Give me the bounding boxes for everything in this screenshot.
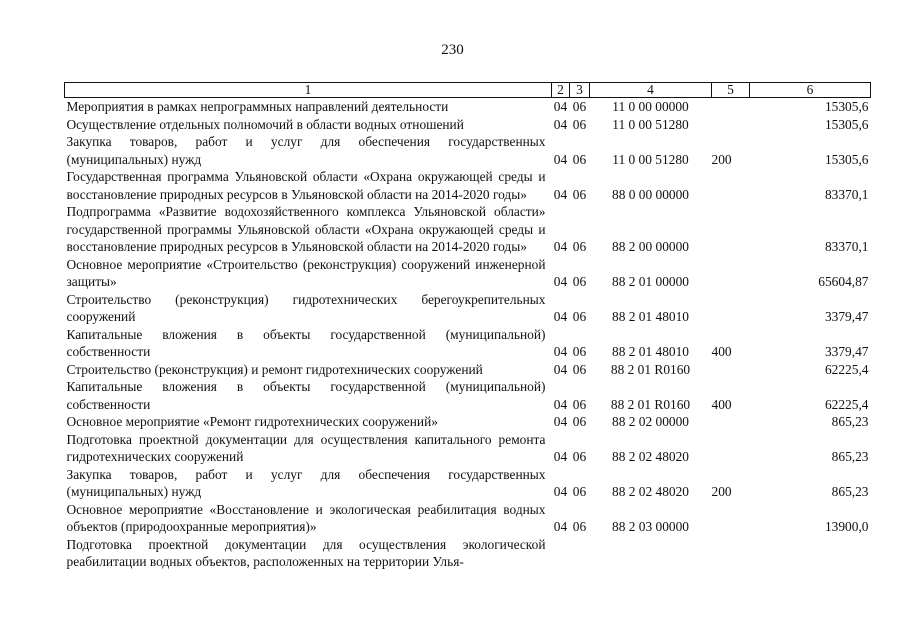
table-row — [65, 536, 871, 571]
row-name: Подготовка проектной документации для осуществления капитального ремонта гидротехнических сооружений — [66, 431, 546, 464]
table-row — [65, 116, 871, 134]
row-target-article: 88 2 00 00000 — [612, 239, 689, 254]
row-section-code: 04 — [553, 186, 568, 202]
row-amount: 865,23 — [831, 449, 869, 464]
row-amount: 83370,1 — [824, 186, 869, 202]
row-section-code: 04 — [553, 449, 568, 464]
row-section-code: 04 — [553, 309, 568, 324]
row-expense-type — [712, 536, 750, 571]
row-subsection-code: 06 — [572, 116, 587, 132]
row-amount: 62225,4 — [824, 361, 869, 377]
column-header-target-article: 4 — [590, 83, 712, 98]
row-section-code: 04 — [553, 116, 568, 132]
table-row — [65, 466, 871, 501]
row-expense-type — [712, 501, 750, 536]
row-amount: 83370,1 — [824, 239, 869, 254]
row-target-article: 88 2 02 48020 — [612, 484, 689, 499]
row-subsection-code: 06 — [572, 361, 587, 377]
row-target-article: 88 2 02 00000 — [612, 414, 689, 429]
row-subsection-code: 06 — [572, 484, 587, 499]
row-expense-type — [712, 361, 750, 379]
table-row — [65, 326, 871, 361]
row-name: Мероприятия в рамках непрограммных направлений деятельности — [66, 99, 449, 114]
row-name: Строительство (реконструкция) гидротехнических берегоукрепительных сооружений — [66, 291, 546, 324]
row-name: Основное мероприятие «Строительство (реконструкция) сооружений инженерной защиты» — [66, 256, 546, 289]
row-amount: 15305,6 — [824, 99, 869, 114]
row-target-article: 88 2 03 00000 — [612, 519, 689, 534]
row-section-code: 04 — [553, 396, 568, 412]
row-subsection-code: 06 — [572, 99, 587, 114]
row-subsection-code: 06 — [572, 449, 587, 464]
table-header-row — [65, 83, 871, 98]
row-section-code: 04 — [553, 414, 568, 429]
table-row — [65, 291, 871, 326]
row-amount: 62225,4 — [824, 396, 869, 412]
row-name: Подпрограмма «Развитие водохозяйственного комплекса Ульяновской области» государственной программы Ульяновской области «Охрана окружающей среды и восстановление природных ресурсов в Ульяновской области на 2014-2020 годы» — [66, 204, 546, 254]
row-expense-type — [712, 168, 750, 203]
row-section-code — [552, 536, 570, 571]
row-target-article: 88 2 01 48010 — [612, 309, 689, 324]
row-name: Закупка товаров, работ и услуг для обеспечения государственных (муниципальных) нужд — [66, 466, 546, 499]
row-expense-type — [712, 116, 750, 134]
row-target-article: 88 0 00 00000 — [612, 186, 689, 202]
row-expense-type: 400 — [711, 396, 732, 412]
row-amount: 865,23 — [831, 414, 869, 429]
row-subsection-code: 06 — [572, 186, 587, 202]
budget-table — [64, 82, 871, 571]
row-expense-type: 200 — [711, 484, 732, 499]
row-name: Подготовка проектной документации для осуществления экологической реабилитации водных объектов, расположенных на территории Улья- — [66, 536, 546, 569]
row-name: Основное мероприятие «Ремонт гидротехнических сооружений» — [66, 414, 438, 429]
row-target-article: 88 2 01 R0160 — [610, 396, 691, 412]
column-header-expense-type: 5 — [712, 83, 750, 98]
table-row — [65, 501, 871, 536]
row-name: Осуществление отдельных полномочий в области водных отношений — [66, 116, 464, 132]
row-target-article: 88 2 01 48010 — [612, 344, 689, 359]
row-name: Капитальные вложения в объекты государственной (муниципальной) собственности — [66, 326, 546, 359]
row-expense-type — [712, 431, 750, 466]
table-row — [65, 168, 871, 203]
table-row — [65, 378, 871, 413]
row-subsection-code: 06 — [572, 344, 587, 359]
row-subsection-code: 06 — [572, 151, 587, 167]
row-subsection-code: 06 — [572, 396, 587, 412]
row-subsection-code: 06 — [572, 519, 587, 534]
row-amount: 15305,6 — [824, 116, 869, 132]
row-target-article: 88 2 01 R0160 — [610, 361, 691, 377]
row-amount: 13900,0 — [824, 519, 869, 534]
row-target-article: 88 2 02 48020 — [612, 449, 689, 464]
row-expense-type — [712, 203, 750, 256]
row-amount: 65604,87 — [818, 274, 869, 289]
row-name: Государственная программа Ульяновской области «Охрана окружающей среды и восстановление природных ресурсов в Ульяновской области на 2014-2020 годы» — [66, 169, 546, 202]
row-target-article: 88 2 01 00000 — [612, 274, 689, 289]
row-amount: 865,23 — [831, 484, 869, 499]
row-section-code: 04 — [553, 274, 568, 289]
row-target-article: 11 0 00 51280 — [612, 151, 689, 167]
row-subsection-code: 06 — [572, 309, 587, 324]
row-amount: 15305,6 — [824, 151, 869, 167]
column-header-section: 2 — [552, 83, 570, 98]
row-section-code: 04 — [553, 361, 568, 377]
row-expense-type: 400 — [711, 344, 732, 359]
row-subsection-code: 06 — [572, 239, 587, 254]
row-expense-type — [712, 291, 750, 326]
page-number: 230 — [441, 42, 464, 58]
row-subsection-code: 06 — [572, 414, 587, 429]
table-row — [65, 98, 871, 116]
row-section-code: 04 — [553, 99, 568, 114]
row-target-article — [590, 536, 712, 571]
row-section-code: 04 — [553, 484, 568, 499]
row-expense-type — [712, 413, 750, 431]
row-name: Капитальные вложения в объекты государственной (муниципальной) собственности — [66, 379, 546, 412]
table-row — [65, 256, 871, 291]
row-expense-type — [712, 256, 750, 291]
row-name: Основное мероприятие «Восстановление и экологическая реабилитация водных объектов (природоохранные мероприятия)» — [66, 501, 546, 534]
row-name: Строительство (реконструкция) и ремонт гидротехнических сооружений — [66, 361, 483, 377]
row-amount — [750, 536, 871, 571]
row-name: Закупка товаров, работ и услуг для обеспечения государственных (муниципальных) нужд — [66, 134, 546, 167]
column-header-name: 1 — [65, 83, 552, 98]
row-subsection-code — [570, 536, 590, 571]
table-row — [65, 431, 871, 466]
column-header-amount: 6 — [750, 83, 871, 98]
table-row — [65, 133, 871, 168]
table-row — [65, 413, 871, 431]
row-section-code: 04 — [553, 151, 568, 167]
row-target-article: 11 0 00 00000 — [612, 99, 689, 114]
table-row — [65, 361, 871, 379]
row-amount: 3379,47 — [824, 344, 869, 359]
row-expense-type: 200 — [711, 151, 732, 167]
row-section-code: 04 — [553, 239, 568, 254]
column-header-subsection: 3 — [570, 83, 590, 98]
row-subsection-code: 06 — [572, 274, 587, 289]
table-row — [65, 203, 871, 256]
row-amount: 3379,47 — [824, 309, 869, 324]
row-section-code: 04 — [553, 344, 568, 359]
row-section-code: 04 — [553, 519, 568, 534]
row-target-article: 11 0 00 51280 — [612, 116, 689, 132]
row-expense-type — [712, 98, 750, 116]
